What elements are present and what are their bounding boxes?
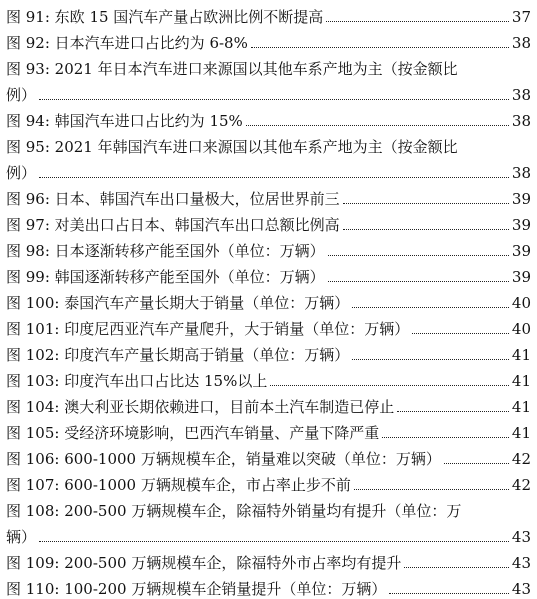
toc-entry (6, 364, 531, 390)
toc-entry-text: 图 93: 2021 年日本汽车进口来源国以其他车系产地为主（按金额比 (6, 60, 458, 78)
toc-entry-continuation (6, 78, 531, 104)
toc-entry-text: 图 98: 日本逐渐转移产能至国外（单位：万辆） (6, 242, 325, 260)
toc-entry-text: 图 95: 2021 年韩国汽车进口来源国以其他车系产地为主（按金额比 (6, 138, 458, 156)
toc-entry-text: 图 94: 韩国汽车进口占比约为 15% (6, 112, 243, 130)
toc-entry (6, 546, 531, 572)
dot-leader (328, 277, 509, 282)
dot-leader (382, 433, 509, 438)
toc-entry (6, 0, 531, 26)
toc-entry (6, 26, 531, 52)
toc-entry (6, 572, 531, 598)
toc-entry-text: 图 97: 对美出口占日本、韩国汽车出口总额比例高 (6, 216, 340, 234)
toc-entry-text: 图 92: 日本汽车进口占比约为 6-8% (6, 34, 248, 52)
toc-entry-page: 43 (511, 580, 531, 598)
toc-entry-continuation (6, 520, 531, 546)
toc-entry-page: 40 (511, 320, 531, 338)
toc-entry-page: 43 (511, 528, 531, 546)
dot-leader (444, 459, 509, 464)
toc-entry-text: 图 96: 日本、韩国汽车出口量极大，位居世界前三 (6, 190, 340, 208)
toc-entry-page: 39 (511, 190, 531, 208)
toc-entry (6, 312, 531, 338)
toc-entry-page: 38 (511, 34, 531, 52)
dot-leader (39, 95, 509, 100)
dot-leader (39, 173, 509, 178)
dot-leader (412, 329, 509, 334)
toc-entry-text: 图 91: 东欧 15 国汽车产量占欧洲比例不断提高 (6, 8, 324, 26)
toc-entry-page: 41 (511, 372, 531, 390)
toc-entry (6, 104, 531, 130)
toc-entry-page: 38 (511, 86, 531, 104)
toc-entry (6, 52, 531, 78)
toc-entry-text: 例） (6, 164, 37, 182)
toc-entry-page: 41 (511, 346, 531, 364)
dot-leader (352, 355, 509, 360)
dot-leader (352, 303, 509, 308)
toc-entry-text: 例） (6, 86, 37, 104)
toc-entry (6, 286, 531, 312)
dot-leader (354, 485, 509, 490)
toc-entry-page: 39 (511, 242, 531, 260)
toc-entry (6, 468, 531, 494)
toc-entry (6, 260, 531, 286)
toc-entry-text: 图 101: 印度尼西亚汽车产量爬升，大于销量（单位：万辆） (6, 320, 410, 338)
toc-entry-text: 图 106: 600-1000 万辆规模车企，销量难以突破（单位：万辆） (6, 450, 441, 468)
toc-entry-continuation (6, 156, 531, 182)
toc-entry-text: 图 107: 600-1000 万辆规模车企，市占率止步不前 (6, 476, 351, 494)
toc-entry (6, 182, 531, 208)
toc-entry-page: 39 (511, 268, 531, 286)
dot-leader (343, 199, 509, 204)
dot-leader (270, 381, 509, 386)
toc-entry-page: 43 (511, 554, 531, 572)
dot-leader (251, 43, 509, 48)
toc-entry-text: 图 103: 印度汽车出口占比达 15%以上 (6, 372, 268, 390)
toc-entry (6, 338, 531, 364)
toc-entry-page: 41 (511, 424, 531, 442)
toc-entry-text: 图 104: 澳大利亚长期依赖进口，目前本土汽车制造已停止 (6, 398, 395, 416)
toc-entry-page: 42 (511, 476, 531, 494)
toc-entry (6, 130, 531, 156)
toc-entry (6, 494, 531, 520)
toc-entry (6, 234, 531, 260)
toc-entry-text: 图 110: 100-200 万辆规模车企销量提升（单位：万辆） (6, 580, 387, 598)
toc-entry-text: 图 100: 泰国汽车产量长期大于销量（单位：万辆） (6, 294, 350, 312)
toc-entry-page: 41 (511, 398, 531, 416)
toc-entry-page: 40 (511, 294, 531, 312)
toc-entry-page: 37 (511, 8, 531, 26)
dot-leader (343, 225, 509, 230)
toc-entry-page: 39 (511, 216, 531, 234)
toc-entry-text: 辆） (6, 528, 37, 546)
dot-leader (328, 251, 509, 256)
toc-entry (6, 416, 531, 442)
toc-entry (6, 208, 531, 234)
toc-entry (6, 442, 531, 468)
toc-entry (6, 390, 531, 416)
dot-leader (397, 407, 509, 412)
dot-leader (326, 17, 509, 22)
dot-leader (389, 589, 509, 594)
toc-entry-text: 图 109: 200-500 万辆规模车企，除福特外市占率均有提升 (6, 554, 402, 572)
toc-entry-text: 图 102: 印度汽车产量长期高于销量（单位：万辆） (6, 346, 350, 364)
dot-leader (404, 563, 509, 568)
toc-entry-text: 图 105: 受经济环境影响，巴西汽车销量、产量下降严重 (6, 424, 380, 442)
toc-entry-text: 图 99: 韩国逐渐转移产能至国外（单位：万辆） (6, 268, 325, 286)
toc-entry-text: 图 108: 200-500 万辆规模车企，除福特外销量均有提升（单位：万 (6, 502, 462, 520)
toc-entry-page: 38 (511, 112, 531, 130)
toc-entry-page: 38 (511, 164, 531, 182)
dot-leader (246, 121, 509, 126)
toc-entry-page: 42 (511, 450, 531, 468)
dot-leader (39, 537, 509, 542)
